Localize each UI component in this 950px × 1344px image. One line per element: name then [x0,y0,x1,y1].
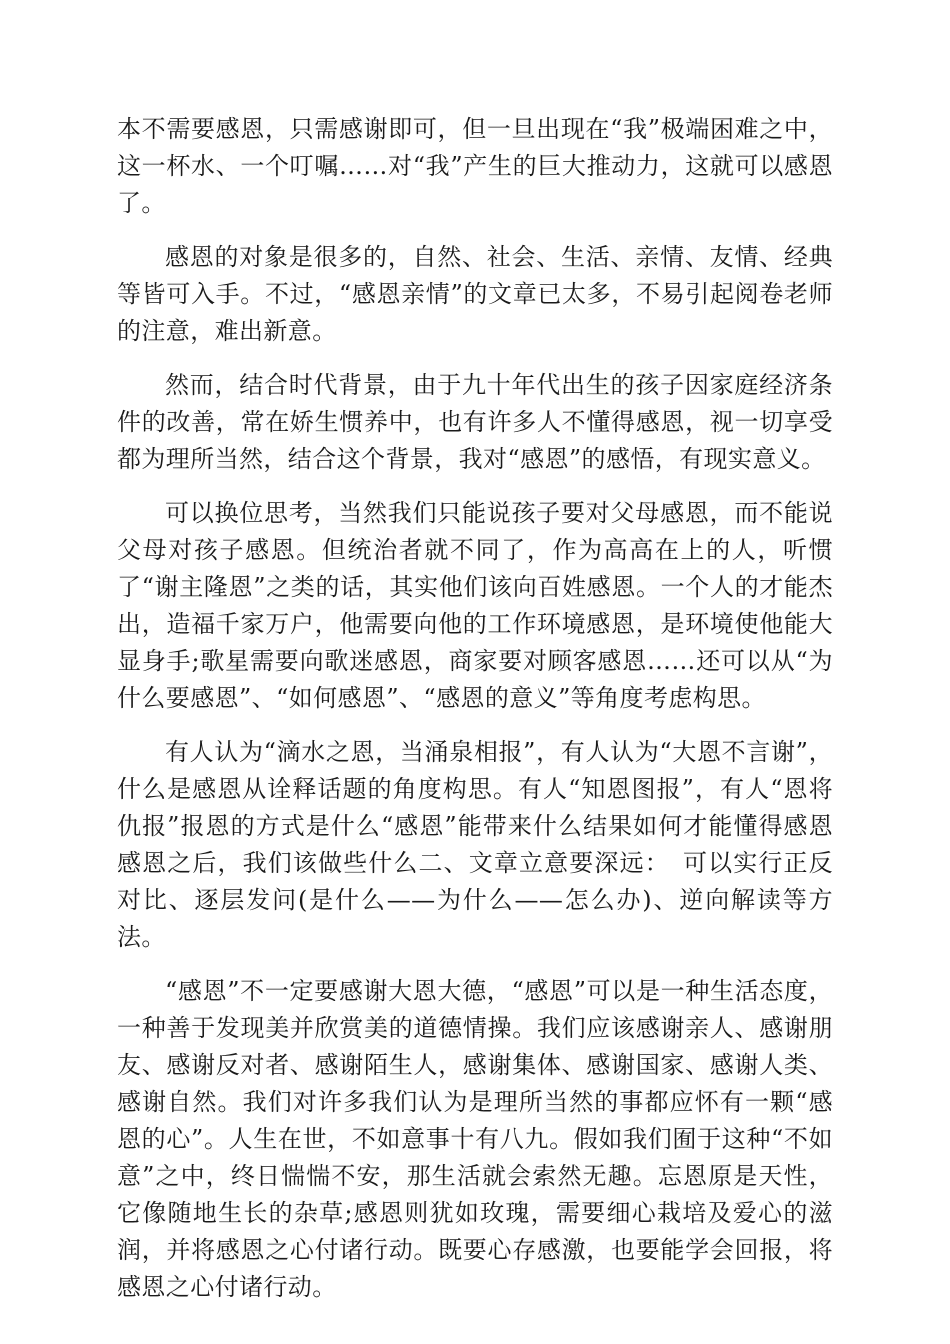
paragraph-2: 感恩的对象是很多的，自然、社会、生活、亲情、友情、经典等皆可入手。不过，“感恩亲情”的文章已太多，不易引起阅卷老师的注意，难出新意。 [117,243,833,345]
document-body [117,111,833,1323]
paragraph-3: 然而，结合时代背景，由于九十年代出生的孩子因家庭经济条件的改善，常在娇生惯养中，也有许多人不懂得感恩，视一切享受都为理所当然，结合这个背景，我对“感恩”的感悟，有现实意义。 [117,371,833,473]
paragraph-4: 可以换位思考，当然我们只能说孩子要对父母感恩，而不能说父母对孩子感恩。但统治者就不同了，作为高高在上的人，听惯了“谢主隆恩”之类的话，其实他们该向百姓感恩。一个人的才能杰出，造福千家万户，他需要向他的工作环境感恩，是环境使他能大显身手;歌星需要向歌迷感恩，商家要对顾客感恩……还可以从“为什么要感恩”、“如何感恩”、“感恩的意义”等角度考虑构思。 [117,499,833,712]
paragraph-6: “感恩”不一定要感谢大恩大德，“感恩”可以是一种生活态度，一种善于发现美并欣赏美的道德情操。我们应该感谢亲人、感谢朋友、感谢反对者、感谢陌生人，感谢集体、感谢国家、感谢人类、感谢自然。我们对许多我们认为是理所当然的事都应怀有一颗“感恩的心”。人生在世，不如意事十有八九。假如我们囿于这种“不如意”之中，终日惴惴不安，那生活就会索然无趣。忘恩原是天性，它像随地生长的杂草;感恩则犹如玫瑰，需要细心栽培及爱心的滋润，并将感恩之心付诸行动。既要心存感激，也要能学会回报，将感恩之心付诸行动。 [117,977,833,1301]
paragraph-5: 有人认为“滴水之恩，当涌泉相报”，有人认为“大恩不言谢”，什么是感恩从诠释话题的角度构思。有人“知恩图报”，有人“恩将仇报”报恩的方式是什么“感恩”能带来什么结果如何才能懂得感恩感恩之后，我们该做些什么二、文章立意要深远： 可以实行正反对比、逐层发问(是什么——为什么——怎么办)、逆向解读等方法。 [117,738,833,951]
paragraph-1: 本不需要感恩，只需感谢即可，但一旦出现在“我”极端困难之中，这一杯水、一个叮嘱……对“我”产生的巨大推动力，这就可以感恩了。 [117,115,833,217]
